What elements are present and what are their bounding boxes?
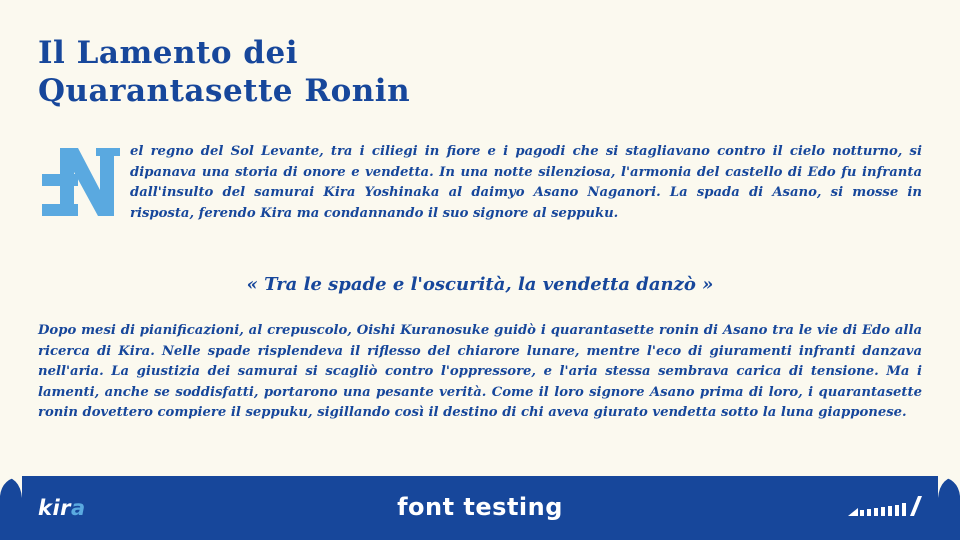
- body-paragraph: Dopo mesi di pianificazioni, al crepuscolo, Oishi Kuranosuke guidò i quarantasette ronin di Asano tra le vie di Edo alla ricerca di Kira. Nelle spade risplendeva il riflesso del chiarore lunare, mentre l'eco di giuramenti infranti danzava nell'aria. La giustizia dei samurai si scagliò contro l'oppressore, e l'aria stessa sembrava carica di tensione. Ma i lamenti, anche se soddisfatti, portarono una pesante verità. Come il loro signore Asano prima di loro, i quarantasette ronin dovettero compiere il seppuku, sigillando così il destino di chi aveva giurato vendetta sotto la luna giapponese.: [38, 323, 922, 420]
- footer-bar: [0, 476, 960, 540]
- drop-cap: [38, 144, 122, 220]
- pull-quote: « Tra le spade e l'oscurità, la vendetta danzò »: [246, 274, 714, 295]
- brand-logo-accent: a: [71, 496, 86, 520]
- title-line-1: Il Lamento dei: [38, 35, 298, 71]
- title-line-2: Quarantasette Ronin: [38, 73, 411, 109]
- brand-logo-main: kir: [38, 496, 72, 520]
- decorative-sword-mark-icon: [848, 496, 922, 520]
- page-title: [38, 34, 638, 110]
- intro-text: el regno del Sol Levante, tra i ciliegi in fiore e i pagodi che si stagliavano contro il cielo notturno, si dipanava una storia di onore e vendetta. In una notte silenziosa, l'armonia del castello di Edo fu infranta dall'insulto del samurai Kira Yoshinaka al daimyo Asano Naganori. La spada di Asano, si mosse in risposta, ferendo Kira ma condannando il suo signore al seppuku.: [130, 144, 922, 221]
- footer-label: font testing: [397, 493, 563, 521]
- drop-cap-letter-graphic: [38, 144, 122, 220]
- intro-paragraph: [38, 142, 922, 224]
